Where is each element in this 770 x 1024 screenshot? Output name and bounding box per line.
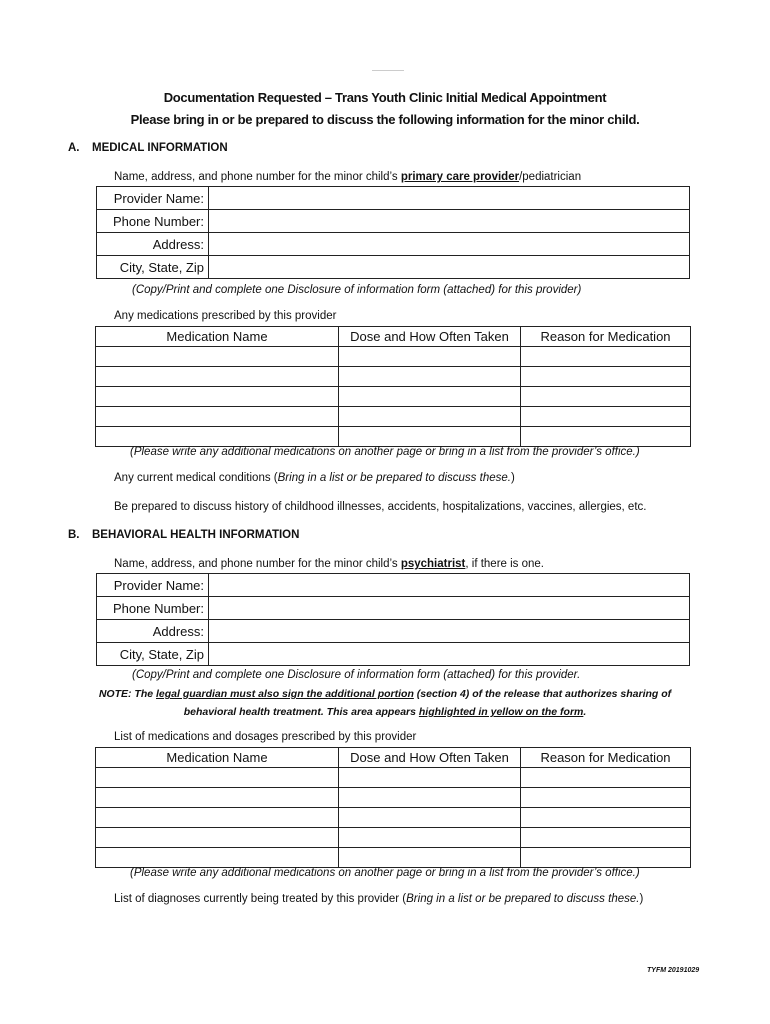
provider-name-field[interactable] [209,187,690,210]
address-row [97,620,690,643]
reason-cell[interactable] [521,367,691,387]
section-b-diagnoses [114,893,643,905]
section-b-letter: B. [68,529,80,541]
reason-cell[interactable] [521,828,691,848]
medication-row [96,808,691,828]
dose-cell[interactable] [339,387,521,407]
address-row [97,233,690,256]
phone-number-label: Phone Number: [97,210,209,233]
section-a-meds-note: (Please write any additional medications on another page or bring in a list from the provider’s office.) [130,446,640,458]
provider-name-row [97,187,690,210]
provider-name-label: Provider Name: [97,574,209,597]
address-field[interactable] [209,233,690,256]
reason-cell[interactable] [521,788,691,808]
medication-header-row [96,327,691,347]
section-a-heading: MEDICAL INFORMATION [92,142,228,154]
section-b-disclosure-note: (Copy/Print and complete one Disclosure of information form (attached) for this provider. [132,669,581,681]
reason-cell[interactable] [521,768,691,788]
section-a-meds-intro: Any medications prescribed by this provider [114,310,337,322]
section-b-medication-table [95,747,691,868]
intro-text: Name, address, and phone number for the minor child’s [114,558,401,570]
medication-name-cell[interactable] [96,427,339,447]
intro-suffix: , if there is one. [465,558,544,570]
medication-row [96,848,691,868]
dose-cell[interactable] [339,788,521,808]
medication-row [96,427,691,447]
dose-cell[interactable] [339,367,521,387]
medication-header-row [96,748,691,768]
diagnoses-italic: Bring in a list or be prepared to discuss these. [406,893,640,905]
section-b-provider-table [96,573,690,666]
reason-cell[interactable] [521,407,691,427]
phone-number-field[interactable] [209,597,690,620]
title-line-2: Please bring in or be prepared to discuss the following information for the minor child. [130,112,640,127]
dose-cell[interactable] [339,347,521,367]
intro-text: Name, address, and phone number for the minor child’s [114,171,401,183]
reason-cell[interactable] [521,427,691,447]
reason-header: Reason for Medication [521,748,691,768]
title-line-1: Documentation Requested – Trans Youth Clinic Initial Medical Appointment [163,90,607,105]
dose-cell[interactable] [339,828,521,848]
conditions-italic: Bring in a list or be prepared to discuss these. [277,472,511,484]
section-a-history: Be prepared to discuss history of childhood illnesses, accidents, hospitalizations, vaccines, allergies, etc. [114,501,647,513]
provider-name-label: Provider Name: [97,187,209,210]
dose-cell[interactable] [339,407,521,427]
medication-row [96,407,691,427]
address-field[interactable] [209,620,690,643]
section-a-conditions [114,472,515,484]
medication-name-cell[interactable] [96,347,339,367]
legal-guardian-link: legal guardian must also sign the additional portion [156,688,414,700]
medication-row [96,387,691,407]
reason-cell[interactable] [521,808,691,828]
diagnoses-close: ) [639,893,644,905]
provider-name-field[interactable] [209,574,690,597]
section-b-meds-note: (Please write any additional medications on another page or bring in a list from the provider’s office.) [130,867,640,879]
conditions-text: Any current medical conditions ( [114,472,278,484]
note-prefix: NOTE: The [98,688,156,700]
section-b-intro [114,558,544,570]
reason-cell[interactable] [521,347,691,367]
guardian-note-line-2 [70,703,700,721]
section-a-disclosure-note: (Copy/Print and complete one Disclosure of information form (attached) for this provider) [132,284,582,296]
dose-cell[interactable] [339,427,521,447]
medication-name-cell[interactable] [96,407,339,427]
section-a-intro [114,171,581,183]
section-a-medication-table [95,326,691,447]
reason-cell[interactable] [521,387,691,407]
reason-header: Reason for Medication [521,327,691,347]
form-code: TYFM 20191029 [647,967,700,974]
city-state-zip-field[interactable] [209,256,690,279]
provider-name-row [97,574,690,597]
guardian-note [70,685,700,721]
medication-name-header: Medication Name [96,327,339,347]
medication-name-cell[interactable] [96,768,339,788]
medication-name-header: Medication Name [96,748,339,768]
medication-name-cell[interactable] [96,367,339,387]
dose-cell[interactable] [339,848,521,868]
dose-header: Dose and How Often Taken [339,327,521,347]
medication-row [96,828,691,848]
section-a-provider-table [96,186,690,279]
address-label: Address: [97,233,209,256]
medication-name-cell[interactable] [96,387,339,407]
city-state-zip-label: City, State, Zip [97,643,209,666]
medication-name-cell[interactable] [96,788,339,808]
section-b-heading: BEHAVIORAL HEALTH INFORMATION [92,529,300,541]
section-a-letter: A. [68,142,80,154]
guardian-note-line-1 [70,685,700,703]
medication-row [96,788,691,808]
phone-number-label: Phone Number: [97,597,209,620]
diagnoses-text: List of diagnoses currently being treated by this provider ( [114,893,407,905]
medication-row [96,768,691,788]
phone-number-field[interactable] [209,210,690,233]
section-b-meds-intro: List of medications and dosages prescribed by this provider [114,731,417,743]
conditions-close: ) [510,472,515,484]
note-line2-suffix: . [583,706,587,718]
primary-care-provider-link: primary care provider [400,171,520,183]
phone-number-row [97,210,690,233]
highlighted-area-link: highlighted in yellow on the form [418,706,584,718]
psychiatrist-link: psychiatrist [400,558,466,570]
city-state-zip-row [97,256,690,279]
city-state-zip-label: City, State, Zip [97,256,209,279]
medication-name-cell[interactable] [96,808,339,828]
intro-suffix: /pediatrician [519,171,582,183]
city-state-zip-row [97,643,690,666]
address-label: Address: [97,620,209,643]
medication-name-cell[interactable] [96,848,339,868]
dose-header: Dose and How Often Taken [339,748,521,768]
phone-number-row [97,597,690,620]
dose-cell[interactable] [339,768,521,788]
note-middle: (section 4) of the release that authorizes sharing of [413,688,672,700]
note-line2-prefix: behavioral health treatment. This area appears [183,706,419,718]
header-mark [372,70,404,71]
city-state-zip-field[interactable] [209,643,690,666]
reason-cell[interactable] [521,848,691,868]
medication-name-cell[interactable] [96,828,339,848]
medication-row [96,367,691,387]
medication-row [96,347,691,367]
dose-cell[interactable] [339,808,521,828]
